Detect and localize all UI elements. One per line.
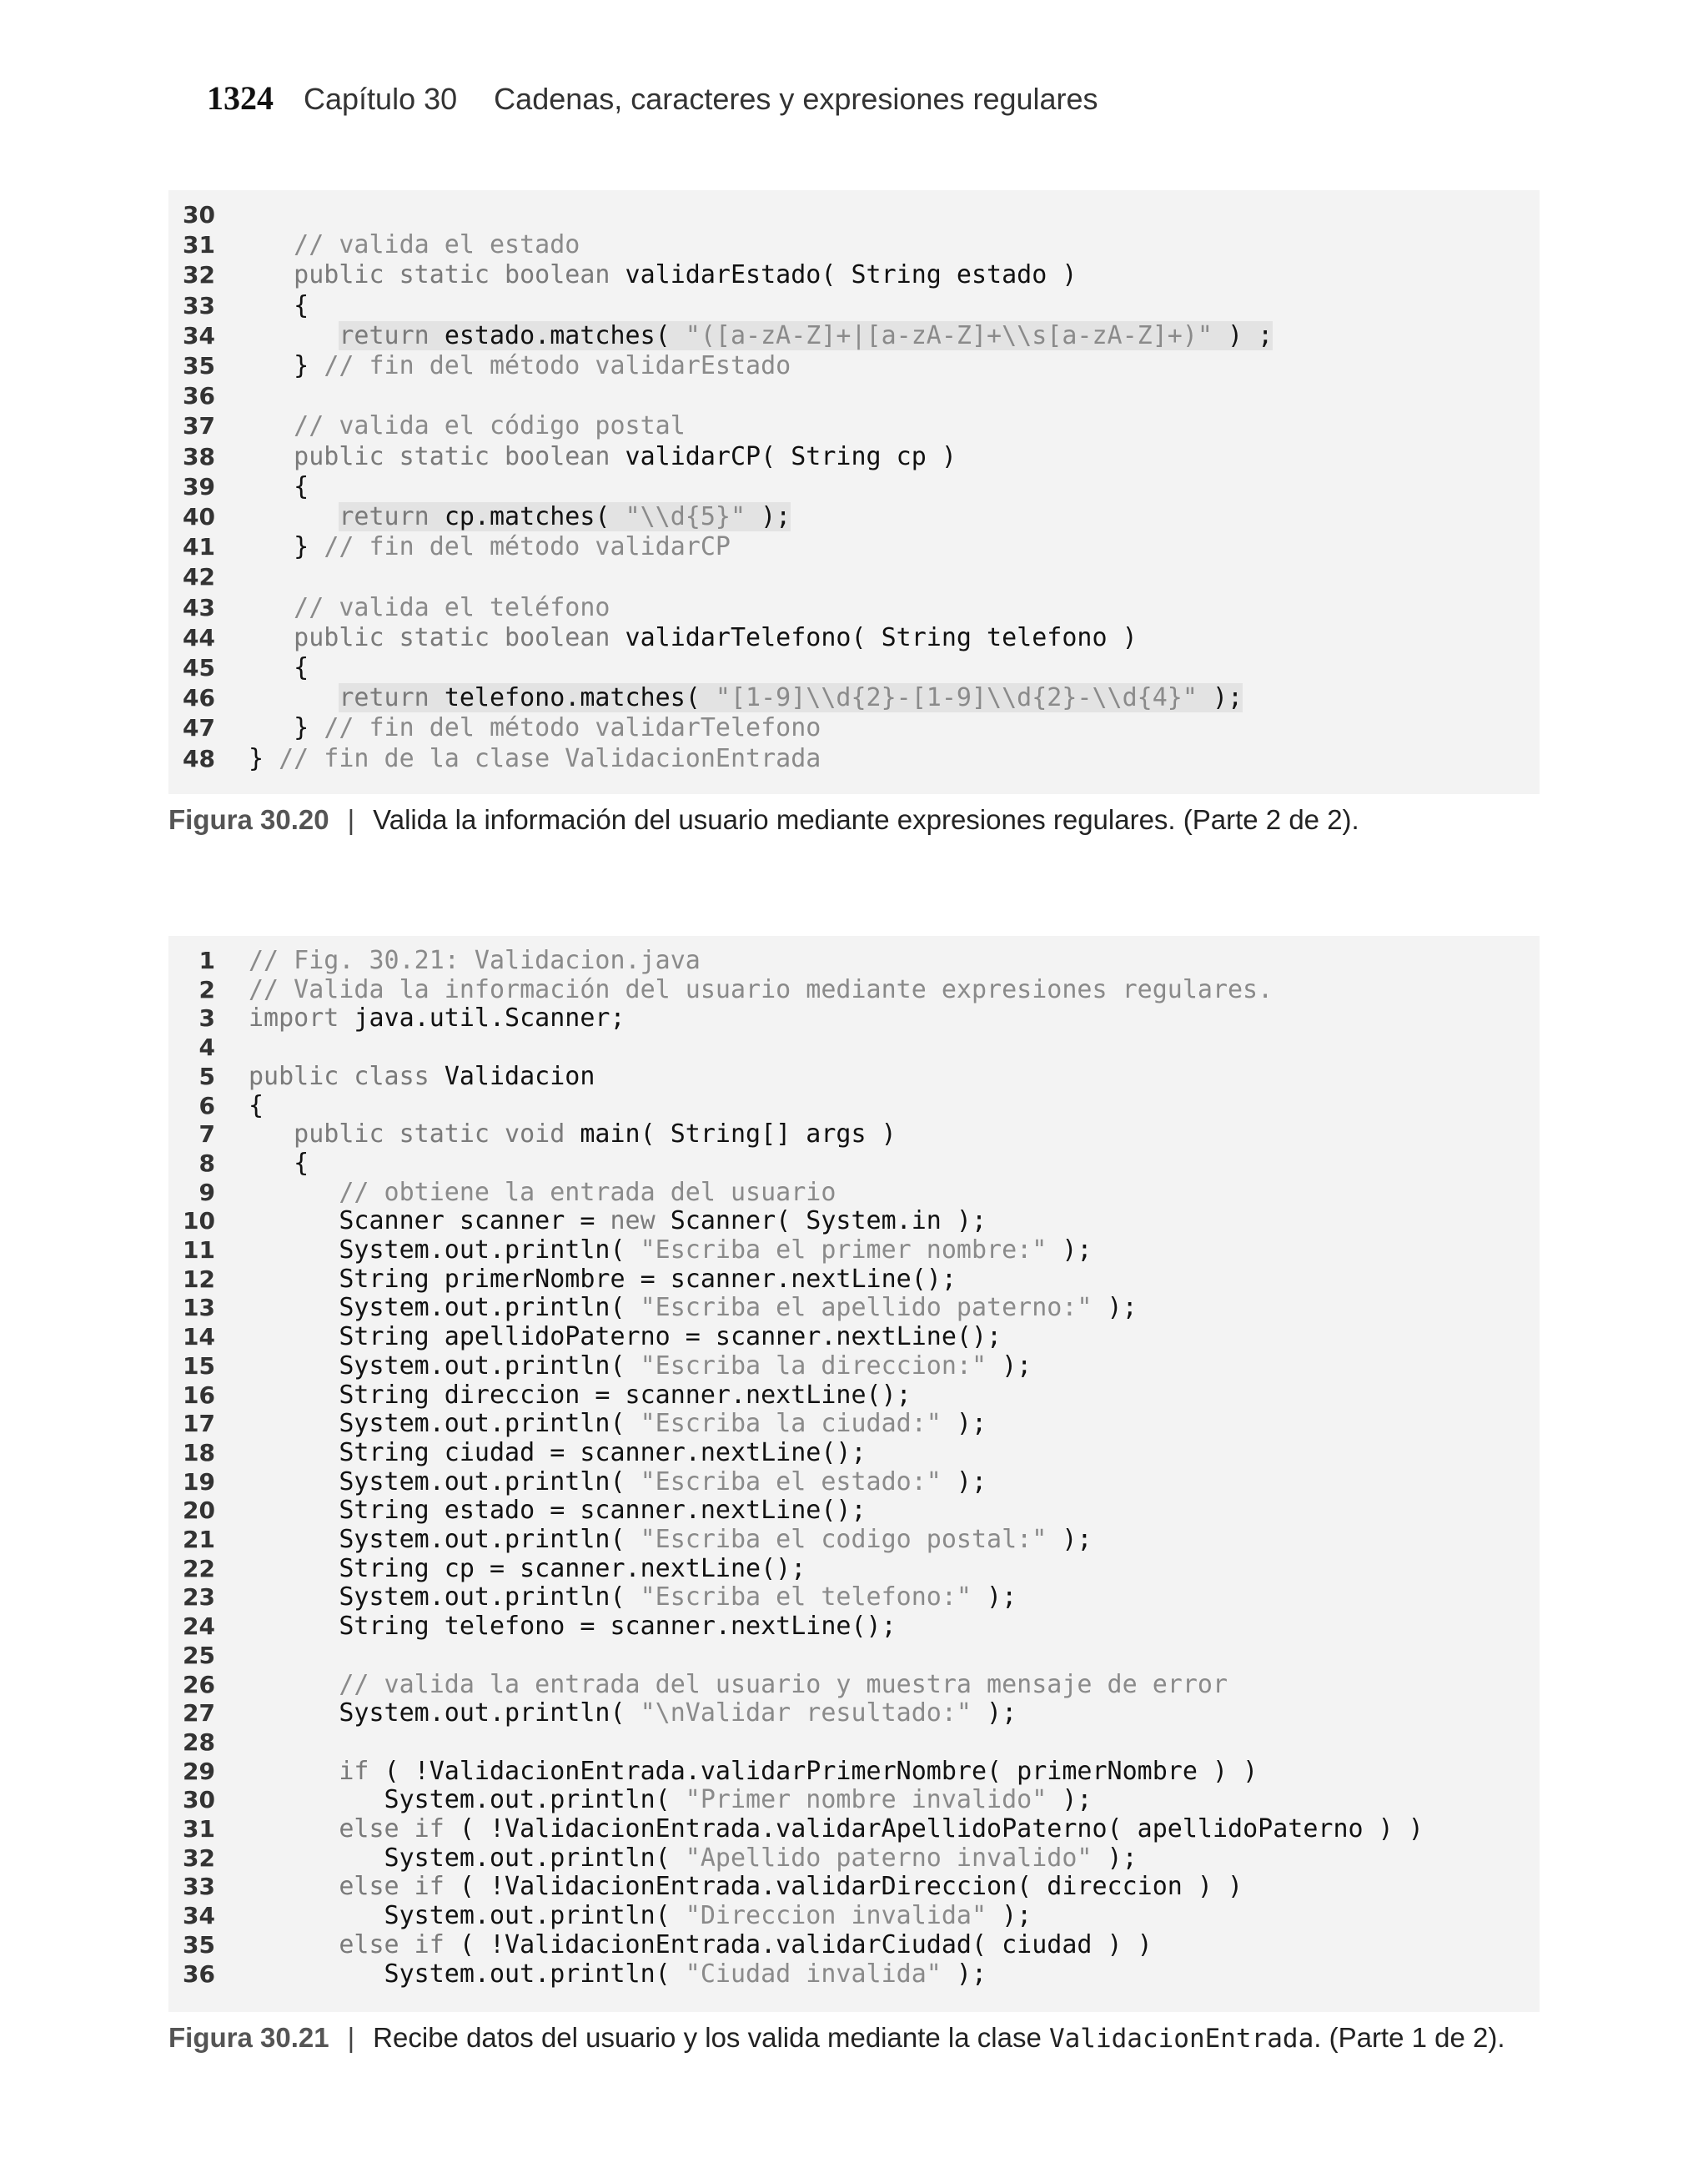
code-line [168,1698,1017,1728]
code-token: ); [941,1959,987,1989]
line-number: 15 [183,1351,215,1380]
line-number: 38 [183,442,215,470]
line-number: 21 [183,1526,215,1553]
code-line [168,1409,987,1439]
code-line [168,592,610,622]
code-text [249,1612,897,1641]
code-string: "Escriba la direccion:" [640,1351,987,1381]
code-text [249,1438,867,1467]
code-comment: // valida el estado [249,230,580,260]
line-number: 42 [183,563,215,591]
code-line [168,1090,264,1120]
line-number: 12 [183,1265,215,1293]
code-token: String estado = scanner.nextLine(); [249,1496,867,1526]
code-comment: // Valida la información del usuario mediante expresiones regulares. [249,974,1273,1004]
line-number: 7 [198,1120,215,1149]
line-number: 33 [183,1873,215,1901]
code-comment: // fin del método validarCP [324,532,731,562]
figure-label: Figura 30.20 [168,804,329,835]
code-token: } [249,713,324,743]
code-string: "[1-9]\\d{2}-[1-9]\\d{2}-\\d{4}" [715,683,1198,713]
code-text [249,1757,1258,1786]
code-token: ); [1047,1785,1093,1815]
line-number: 4 [198,1034,215,1062]
code-text [249,1235,1092,1265]
code-text [249,1351,1032,1381]
code-line [168,532,731,562]
line-number: 16 [183,1381,215,1409]
code-text [249,411,686,440]
code-comment: // fin de la clase ValidacionEntrada [279,743,821,773]
code-listing-fig-30-21 [168,936,1540,2012]
code-line [168,1525,1093,1554]
line-number: 11 [183,1236,215,1264]
code-text [249,1265,957,1294]
line-number: 2 [198,975,215,1003]
code-token: Scanner( System.in ); [670,1206,987,1236]
line-number: 6 [198,1091,215,1119]
code-token: System.out.println( [249,1582,640,1612]
chapter-label: Capítulo 30 [304,82,458,116]
code-text [249,744,821,773]
line-number: 46 [183,684,215,712]
line-number: 33 [183,291,215,319]
line-number: 25 [183,1641,215,1669]
code-token: String ciudad = scanner.nextLine(); [249,1437,867,1467]
code-token: System.out.println( [249,1409,640,1439]
code-line [168,1264,957,1294]
code-comment: // valida la entrada del usuario y muestra mensaje de error [249,1669,1228,1699]
code-token: ( !ValidacionEntrada.validarPrimerNombre( primerNombre ) ) [384,1756,1258,1786]
code-line [168,1929,1153,1959]
code-line [168,683,1243,713]
code-line [168,1582,1017,1612]
line-number: 30 [183,1786,215,1814]
code-text [249,1872,1243,1901]
code-line [168,1206,987,1236]
code-line [168,471,309,501]
line-number: 14 [183,1323,215,1351]
code-line [168,946,701,975]
line-number: 28 [183,1728,215,1756]
code-keyword: public static boolean [249,441,625,471]
code-line [168,1553,806,1583]
code-string: "Ciudad invalida" [685,1959,942,1989]
line-number: 8 [198,1149,215,1177]
page-number: 1324 [207,79,274,117]
code-token: System.out.println( [249,1959,686,1989]
code-text [249,683,1243,712]
page-header [207,78,1098,118]
code-token: ); [971,1582,1017,1612]
code-listing-fig-30-20 [168,190,1540,794]
code-token [249,321,339,350]
caption-separator: | [347,804,355,835]
code-text [249,623,1138,652]
caption-class-name: ValidacionEntrada [1048,2024,1314,2054]
code-token: { [249,290,309,320]
code-token: Scanner scanner = [249,1206,610,1236]
code-comment: // valida el código postal [249,411,686,441]
code-keyword: else if [249,1929,460,1959]
code-line [168,230,580,260]
line-number: 35 [183,1930,215,1959]
code-text [249,975,1273,1004]
figure-label: Figura 30.21 [168,2022,329,2053]
code-string: "Apellido paterno invalido" [685,1843,1093,1873]
line-number: 40 [183,503,215,531]
code-string: "Escriba el estado:" [640,1466,942,1496]
code-keyword: else if [249,1814,460,1844]
code-text [249,442,957,471]
code-line [168,200,215,229]
code-text [249,1785,1092,1814]
code-token: Validacion [444,1061,595,1091]
code-comment: // fin del método validarEstado [324,351,791,380]
code-text [249,1844,1138,1873]
code-text [249,260,1077,289]
code-text [249,1467,987,1496]
line-number: 30 [183,201,215,229]
code-token: System.out.println( [249,1843,686,1873]
code-token: ); [746,502,791,531]
code-token: System.out.println( [249,1351,640,1381]
code-token: estado.matches( [444,320,686,350]
code-text [249,1959,987,1989]
code-string: "Direccion invalida" [685,1901,987,1931]
code-line [168,622,1138,652]
code-text [249,593,610,622]
code-text [249,1670,1228,1699]
line-number: 47 [183,714,215,742]
code-text [249,1206,987,1235]
line-number: 27 [183,1699,215,1728]
code-token: ( !ValidacionEntrada.validarApellidoPaterno( apellidoPaterno ) ) [459,1814,1424,1844]
code-string: "Escriba el codigo postal:" [640,1525,1047,1554]
code-text [249,1322,1002,1351]
code-keyword: else if [249,1872,460,1902]
code-text [249,1149,309,1178]
code-keyword: import [249,1003,354,1034]
code-token: validarTelefono( String telefono ) [625,622,1138,652]
line-number: 5 [198,1062,215,1090]
line-number: 34 [183,1902,215,1930]
code-keyword: if [249,1756,384,1786]
code-line [168,1003,625,1034]
code-line [168,1322,1002,1352]
code-text [249,351,791,380]
code-text [249,1496,867,1525]
code-text [249,1003,625,1033]
code-token: validarCP( String cp ) [625,441,957,471]
code-line [168,1872,1243,1902]
code-text [249,1119,897,1149]
line-number: 37 [183,412,215,440]
code-token: { [249,1148,309,1178]
code-token [249,683,339,712]
code-token: ); [1197,683,1243,713]
code-text [249,1178,836,1207]
line-number: 24 [183,1612,215,1641]
line-number: 18 [183,1438,215,1466]
code-token: System.out.println( [249,1466,640,1496]
code-token: System.out.println( [249,1785,686,1815]
code-comment: // obtiene la entrada del usuario [249,1177,836,1207]
code-line [168,1437,867,1467]
code-token: java.util.Scanner; [354,1003,625,1034]
code-text [249,1091,264,1120]
caption-text: Recibe datos del usuario y los valida mediante la clase [373,2022,1042,2053]
code-line [168,1380,912,1410]
line-number: 17 [183,1410,215,1438]
code-token: System.out.println( [249,1235,640,1265]
code-token: } [249,532,324,562]
code-keyword: return [339,320,445,350]
code-line [168,260,1078,290]
code-line [168,653,309,682]
code-token: String cp = scanner.nextLine(); [249,1553,806,1583]
code-text [249,1582,1017,1612]
code-line [168,320,1273,350]
code-string: "\\d{5}" [625,502,746,531]
line-number: 10 [183,1207,215,1235]
code-text [249,472,309,501]
caption-text-end: . (Parte 1 de 2). [1314,2022,1505,2053]
line-number: 29 [183,1757,215,1785]
code-token: ( !ValidacionEntrada.validarDireccion( direccion ) ) [459,1872,1243,1902]
line-number: 31 [183,1815,215,1843]
code-token: } [249,351,324,380]
code-token: ); [971,1698,1017,1728]
line-number: 20 [183,1496,215,1525]
code-line [168,1814,1424,1844]
line-number: 45 [183,654,215,682]
code-text [249,1409,987,1438]
code-token: { [249,653,309,682]
code-line [168,1235,1093,1265]
figure-caption-30-20 [168,804,1359,836]
caption-separator: | [347,2022,355,2053]
code-line [168,1033,215,1062]
line-number: 36 [183,1959,215,1988]
line-number: 34 [183,321,215,350]
code-keyword: return [339,502,445,531]
code-line [168,713,821,743]
line-number: 1 [198,947,215,974]
code-token: System.out.println( [249,1698,640,1728]
code-keyword: public static boolean [249,622,625,652]
code-keyword: public static boolean [249,260,625,290]
code-line [168,502,791,531]
code-line [168,351,791,380]
code-token: ); [1047,1525,1093,1554]
code-text [249,502,791,531]
code-text [249,1698,1017,1728]
code-token: String telefono = scanner.nextLine(); [249,1612,897,1642]
code-line [168,1119,897,1149]
code-text [249,946,701,975]
code-token: { [249,471,309,501]
code-token: ); [987,1351,1032,1381]
code-token: validarEstado( String estado ) [625,260,1078,290]
line-number: 13 [183,1294,215,1322]
code-string: "Escriba la ciudad:" [640,1409,942,1439]
code-keyword: new [610,1206,671,1236]
line-number: 9 [198,1178,215,1206]
code-string: "Escriba el apellido paterno:" [640,1293,1093,1323]
code-text [249,1062,595,1091]
code-line [168,1496,867,1526]
code-token: ); [987,1901,1032,1931]
code-line [168,1293,1138,1323]
code-string: "([a-zA-Z]+|[a-zA-Z]+\\s[a-zA-Z]+)" [685,320,1213,350]
code-line [168,1612,897,1642]
code-token: telefono.matches( [444,683,716,713]
code-text [249,1293,1138,1322]
code-token: } [249,743,279,773]
code-comment: // valida el teléfono [249,592,610,622]
code-string: "\nValidar resultado:" [640,1698,972,1728]
figure-caption-30-21 [168,2022,1505,2054]
code-token: System.out.println( [249,1901,686,1931]
line-number: 44 [183,623,215,651]
code-token: ); [1092,1843,1138,1873]
code-text [249,1901,1032,1930]
code-line [168,1901,1032,1931]
line-number: 22 [183,1554,215,1582]
code-text [249,653,309,682]
code-string: "Escriba el primer nombre:" [640,1235,1047,1265]
line-number: 32 [183,261,215,289]
code-text [249,291,309,320]
code-line [168,381,215,410]
code-text [249,1930,1153,1959]
code-line [168,743,821,773]
code-line [168,1351,1032,1381]
line-number: 26 [183,1670,215,1698]
code-string: "Primer nombre invalido" [685,1785,1047,1815]
code-string: "Escriba el telefono:" [640,1582,972,1612]
code-line [168,411,686,441]
line-number: 48 [183,744,215,772]
line-number: 3 [198,1004,215,1033]
line-number: 39 [183,472,215,500]
code-line [168,974,1273,1004]
code-line [168,1061,595,1091]
code-text [249,1554,806,1583]
code-line [168,1728,215,1757]
code-line [168,1785,1093,1815]
code-text [249,1814,1424,1844]
code-line [168,441,957,471]
code-token: ( !ValidacionEntrada.validarCiudad( ciudad ) ) [459,1929,1153,1959]
code-token: ); [941,1466,987,1496]
caption-text: Valida la información del usuario mediante expresiones regulares. (Parte 2 de 2). [373,804,1359,835]
line-number: 31 [183,231,215,259]
code-comment: // Fig. 30.21: Validacion.java [249,946,701,975]
code-token: { [249,1090,264,1120]
code-token: String apellidoPaterno = scanner.nextLine(); [249,1322,1002,1352]
code-line [168,1843,1138,1873]
code-token: cp.matches( [444,502,625,531]
code-text [249,1381,912,1410]
code-text [249,230,580,259]
code-line [168,1756,1258,1786]
code-text [249,1525,1092,1554]
code-token: ); [1092,1293,1138,1323]
code-line [168,1669,1228,1699]
line-number: 32 [183,1844,215,1872]
code-token: main( String[] args ) [580,1119,897,1149]
code-keyword: public class [249,1061,445,1091]
line-number: 43 [183,593,215,621]
code-line [168,1959,987,1989]
line-number: 35 [183,352,215,380]
line-number: 41 [183,533,215,561]
code-token: String direccion = scanner.nextLine(); [249,1380,912,1410]
code-token [249,502,339,531]
code-text [249,713,821,742]
code-line [168,1466,987,1496]
code-token: ); [1047,1235,1093,1265]
code-line [168,290,309,320]
chapter-title: Cadenas, caracteres y expresiones regulares [494,82,1098,116]
code-keyword: public static void [249,1119,580,1149]
code-token: System.out.println( [249,1293,640,1323]
code-line [168,1641,215,1670]
code-line [168,562,215,591]
code-text [249,532,731,561]
code-line [168,1177,836,1207]
line-number: 19 [183,1467,215,1496]
code-line [168,1148,309,1178]
code-token: ) ; [1212,320,1273,350]
code-token: System.out.println( [249,1525,640,1554]
line-number: 36 [183,382,215,410]
code-token: String primerNombre = scanner.nextLine(); [249,1264,957,1294]
line-number: 23 [183,1583,215,1612]
code-comment: // fin del método validarTelefono [324,713,821,743]
code-text [249,321,1273,350]
code-keyword: return [339,683,445,713]
code-token: ); [941,1409,987,1439]
